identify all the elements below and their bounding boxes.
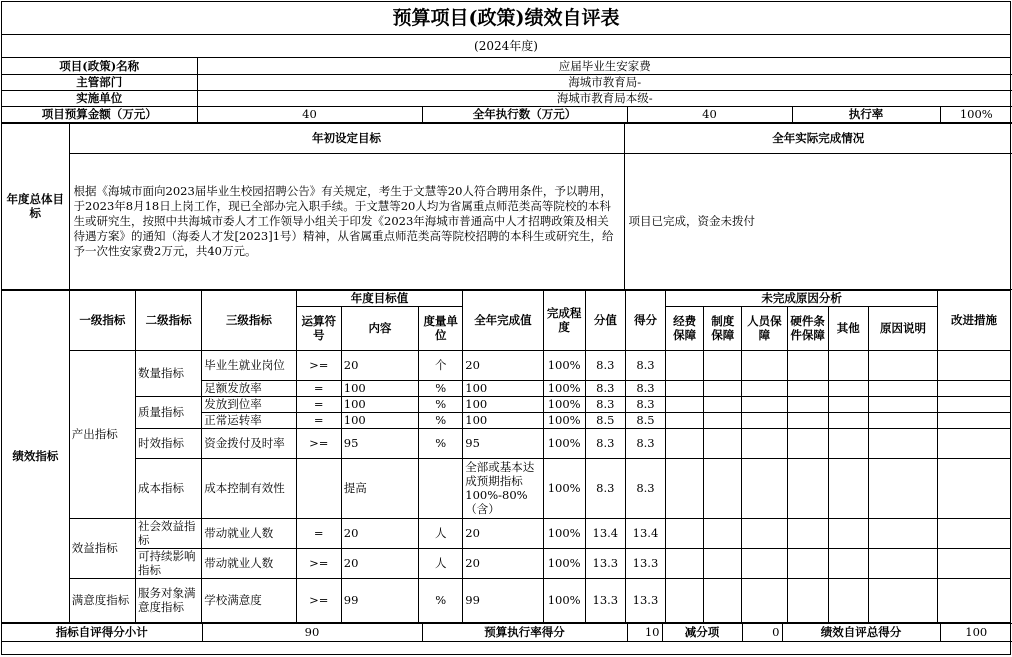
score-cell: 8.3 xyxy=(625,458,665,518)
subtotal-label: 指标自评得分小计 xyxy=(2,623,202,641)
content-cell: 提高 xyxy=(341,458,418,518)
table-row xyxy=(2,350,1010,380)
unit-cell xyxy=(419,458,463,518)
level1-satisfaction: 满意度指标 xyxy=(69,578,135,622)
initial-goal-text: 根据《海城市面向2023届毕业生校园招聘公告》有关规定，考生于文慧等20人符合聘用条件，予以聘用，于2023年8月18日上岗工作，现已全部办完入职手续。于文慧等20人均为省属重点师范类高等院校的本科生或研究生，按照中共海城市委人才工作领导小组关于印发《2023年海城市普通高中人才招聘政策及相关待遇方案》的通知（海委人才发[2023]1号）精神，从省属重点师范类高等院校招聘的本科生或研究生，给予一次性安家费2万元，共40万元。 xyxy=(69,153,624,289)
table-row xyxy=(2,578,1010,622)
content-cell: 99 xyxy=(341,578,418,622)
actual-goal-header: 全年实际完成情况 xyxy=(624,123,1012,153)
table-row xyxy=(2,396,1010,412)
table-row xyxy=(2,458,1010,518)
goal-row-label: 年度总体目标 xyxy=(2,123,69,289)
completion-cell: 100% xyxy=(543,518,585,548)
score-value-cell: 13.3 xyxy=(585,548,625,578)
unit-cell: % xyxy=(419,578,463,622)
unit-cell: 人 xyxy=(419,518,463,548)
unit-cell: % xyxy=(419,380,463,396)
unit-cell: 人 xyxy=(419,548,463,578)
level2-sustainable: 可持续影响指标 xyxy=(136,548,202,578)
score-cell: 8.3 xyxy=(625,350,665,380)
content-cell: 100 xyxy=(341,380,418,396)
score-value-cell: 8.3 xyxy=(585,350,625,380)
level3-cell: 带动就业人数 xyxy=(202,548,296,578)
level2-quality: 质量指标 xyxy=(136,396,202,428)
project-info-table xyxy=(2,58,1012,123)
reason-analysis-header: 未完成原因分析 xyxy=(666,290,938,306)
dept-value: 海城市教育局- xyxy=(197,74,1012,90)
actual-cell: 100 xyxy=(463,380,543,396)
content-cell: 20 xyxy=(341,548,418,578)
level1-header: 一级指标 xyxy=(69,290,135,350)
project-name-label: 项目(政策)名称 xyxy=(2,58,197,74)
unit-cell: % xyxy=(419,428,463,458)
budget-value: 40 xyxy=(197,106,422,122)
completion-cell: 100% xyxy=(543,380,585,396)
project-name-value: 应届毕业生安家费 xyxy=(197,58,1012,74)
score-value-cell: 8.3 xyxy=(585,458,625,518)
score-cell: 8.3 xyxy=(625,396,665,412)
level3-cell: 足额发放率 xyxy=(202,380,296,396)
score-cell: 8.5 xyxy=(625,412,665,428)
indicator-section-label: 绩效指标 xyxy=(2,290,69,622)
content-cell: 100 xyxy=(341,396,418,412)
operator-cell xyxy=(296,458,341,518)
level3-cell: 发放到位率 xyxy=(202,396,296,412)
level3-cell: 成本控制有效性 xyxy=(202,458,296,518)
reason-funding-header: 经费保障 xyxy=(666,306,704,350)
rate-value: 100% xyxy=(940,106,1012,122)
content-header: 内容 xyxy=(341,306,418,350)
operator-cell: = xyxy=(296,412,341,428)
exec-label: 全年执行数（万元） xyxy=(422,106,627,122)
actual-cell: 全部或基本达成预期指标100%-80%（含） xyxy=(463,458,543,518)
annual-target-header: 年度目标值 xyxy=(296,290,463,306)
form-title: 预算项目(政策)绩效自评表 xyxy=(2,2,1010,35)
reason-staff-header: 人员保障 xyxy=(742,306,787,350)
score-value-cell: 8.3 xyxy=(585,428,625,458)
reason-explain-header: 原因说明 xyxy=(868,306,937,350)
rate-label: 执行率 xyxy=(792,106,940,122)
score-value-cell: 8.5 xyxy=(585,412,625,428)
score-cell: 13.3 xyxy=(625,578,665,622)
level2-cost: 成本指标 xyxy=(136,458,202,518)
operator-cell: >= xyxy=(296,350,341,380)
score-value-cell: 8.3 xyxy=(585,396,625,412)
content-cell: 100 xyxy=(341,412,418,428)
impl-label: 实施单位 xyxy=(2,90,197,106)
level2-service-satisfaction: 服务对象满意度指标 xyxy=(136,578,202,622)
level3-cell: 毕业生就业岗位 xyxy=(202,350,296,380)
level3-cell: 学校满意度 xyxy=(202,578,296,622)
table-row xyxy=(2,518,1010,548)
score-value-cell: 8.3 xyxy=(585,380,625,396)
score-cell: 8.3 xyxy=(625,380,665,396)
actual-cell: 100 xyxy=(463,412,543,428)
content-cell: 95 xyxy=(341,428,418,458)
actual-cell: 99 xyxy=(463,578,543,622)
actual-cell: 95 xyxy=(463,428,543,458)
exec-score-value: 10 xyxy=(627,623,662,641)
completion-cell: 100% xyxy=(543,350,585,380)
indicator-table xyxy=(2,290,1010,623)
subtotal-value: 90 xyxy=(202,623,422,641)
unit-cell: 个 xyxy=(419,350,463,380)
reason-hardware-header: 硬件条件保障 xyxy=(787,306,828,350)
impl-value: 海城市教育局本级- xyxy=(197,90,1012,106)
initial-goal-header: 年初设定目标 xyxy=(69,123,624,153)
actual-cell: 100 xyxy=(463,396,543,412)
completion-cell: 100% xyxy=(543,548,585,578)
content-cell: 20 xyxy=(341,518,418,548)
unit-cell: % xyxy=(419,396,463,412)
level1-benefit: 效益指标 xyxy=(69,518,135,578)
operator-cell: >= xyxy=(296,548,341,578)
level1-output: 产出指标 xyxy=(69,350,135,518)
content-cell: 20 xyxy=(341,350,418,380)
unit-header: 度量单位 xyxy=(419,306,463,350)
completion-cell: 100% xyxy=(543,412,585,428)
dept-label: 主管部门 xyxy=(2,74,197,90)
level3-cell: 正常运转率 xyxy=(202,412,296,428)
completion-cell: 100% xyxy=(543,396,585,412)
score-value-header: 分值 xyxy=(585,290,625,350)
table-row xyxy=(2,428,1010,458)
total-value: 100 xyxy=(940,623,1012,641)
completion-header: 完成程度 xyxy=(543,290,585,350)
actual-goal-text: 项目已完成，资金未拨付 xyxy=(624,153,1012,289)
score-cell: 13.3 xyxy=(625,548,665,578)
actual-cell: 20 xyxy=(463,518,543,548)
unit-cell: % xyxy=(419,412,463,428)
exec-score-label: 预算执行率得分 xyxy=(422,623,627,641)
evaluation-form xyxy=(1,1,1011,655)
operator-header: 运算符号 xyxy=(296,306,341,350)
operator-cell: = xyxy=(296,396,341,412)
operator-cell: >= xyxy=(296,578,341,622)
budget-label: 项目预算金额（万元） xyxy=(2,106,197,122)
table-row xyxy=(2,548,1010,578)
operator-cell: >= xyxy=(296,428,341,458)
completion-cell: 100% xyxy=(543,458,585,518)
score-cell: 13.4 xyxy=(625,518,665,548)
level2-timeliness: 时效指标 xyxy=(136,428,202,458)
actual-header: 全年完成值 xyxy=(463,290,543,350)
reason-system-header: 制度保障 xyxy=(704,306,742,350)
total-label: 绩效自评总得分 xyxy=(782,623,940,641)
operator-cell: = xyxy=(296,518,341,548)
operator-cell: = xyxy=(296,380,341,396)
reason-other-header: 其他 xyxy=(828,306,868,350)
score-value-cell: 13.3 xyxy=(585,578,625,622)
actual-cell: 20 xyxy=(463,548,543,578)
level2-quantity: 数量指标 xyxy=(136,350,202,396)
completion-cell: 100% xyxy=(543,428,585,458)
exec-value: 40 xyxy=(627,106,792,122)
deduct-value: 0 xyxy=(742,623,782,641)
form-year: (2024年度) xyxy=(2,35,1010,58)
level3-header: 三级指标 xyxy=(202,290,296,350)
footer-table xyxy=(2,623,1012,642)
improve-header: 改进措施 xyxy=(938,290,1010,350)
score-value-cell: 13.4 xyxy=(585,518,625,548)
score-header: 得分 xyxy=(625,290,665,350)
level2-social: 社会效益指标 xyxy=(136,518,202,548)
goal-table xyxy=(2,123,1012,290)
level3-cell: 资金拨付及时率 xyxy=(202,428,296,458)
deduct-label: 减分项 xyxy=(662,623,742,641)
level3-cell: 带动就业人数 xyxy=(202,518,296,548)
completion-cell: 100% xyxy=(543,578,585,622)
level2-header: 二级指标 xyxy=(136,290,202,350)
score-cell: 8.3 xyxy=(625,428,665,458)
actual-cell: 20 xyxy=(463,350,543,380)
